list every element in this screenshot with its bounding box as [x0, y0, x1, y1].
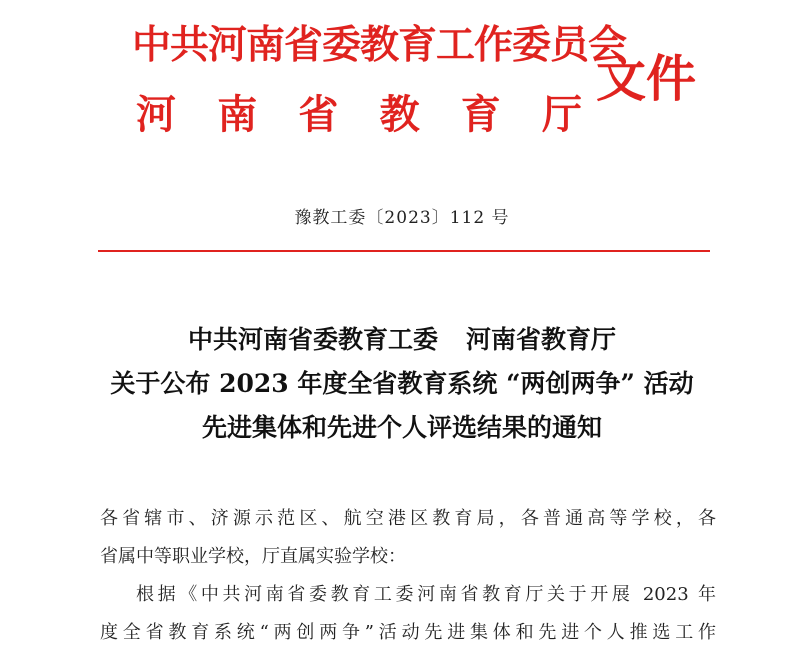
title-org-1: 中共河南省委教育工委	[187, 325, 438, 354]
document-type-label: 文件	[596, 49, 696, 108]
addressee-line-1: 各省辖市、济源示范区、航空港区教育局，各普通高等学校，各	[100, 508, 716, 529]
paragraph-1-line-2: 度全省教育系统“两创两争”活动先进集体和先进个人推选工作	[100, 622, 716, 643]
document-title	[0, 318, 804, 450]
title-line-1	[0, 318, 804, 362]
issuing-org-line-1: 中共河南省委教育工作委员会	[132, 22, 627, 68]
title-org-2: 河南省教育厅	[466, 325, 617, 354]
document-body	[100, 500, 716, 652]
title-line-2: 关于公布 2023 年度全省教育系统 “两创两争” 活动	[110, 369, 694, 398]
document-number: 豫教工委〔2023〕112 号	[294, 208, 510, 228]
addressee-line-2: 省属中等职业学校，厅直属实验学校：	[100, 546, 406, 567]
paragraph-1-line-1: 根据《中共河南省委教育工委河南省教育厅关于开展 2023 年	[136, 584, 716, 605]
title-line-3: 先进集体和先进个人评选结果的通知	[201, 413, 602, 442]
red-divider-line	[98, 250, 710, 252]
issuing-org-line-2: 河南省教育厅	[136, 91, 582, 138]
